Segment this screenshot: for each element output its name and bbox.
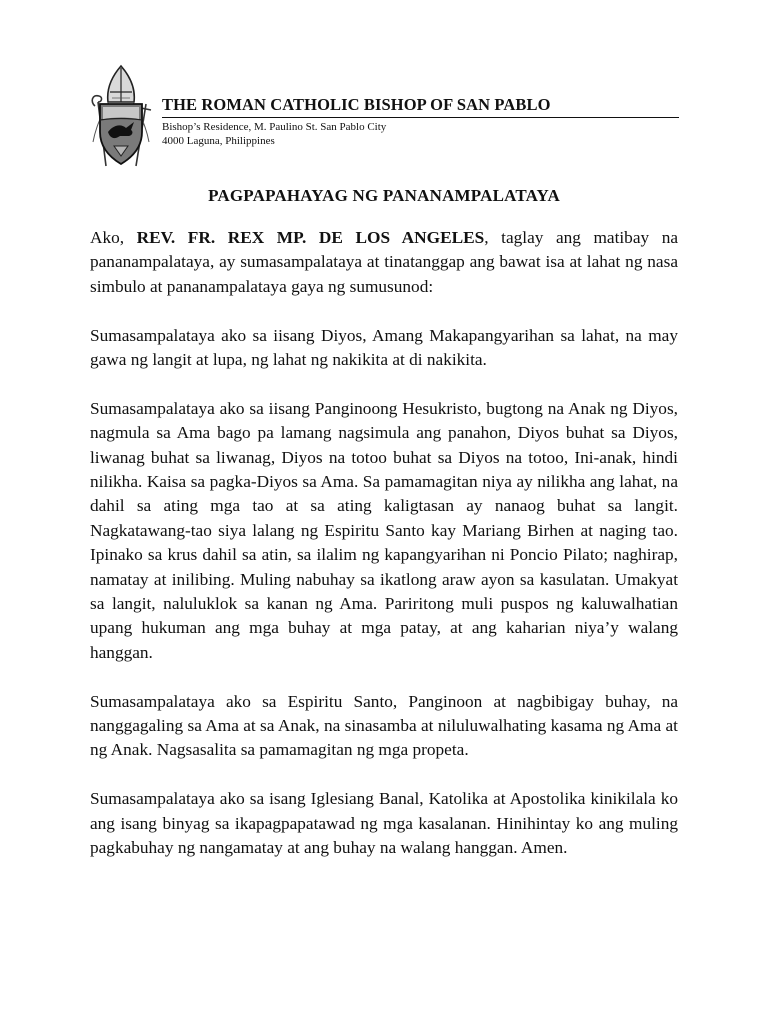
address-line-1: Bishop’s Residence, M. Paulino St. San Pablo City [162, 121, 387, 133]
paragraph-father: Sumasampalataya ako sa iisang Diyos, Amang Makapangyarihan sa lahat, na may gawa ng langit at lupa, ng lahat ng nakikita at di nakikita. [90, 325, 678, 370]
paragraph-church: Sumasampalataya ako sa isang Iglesiang Banal, Katolika at Apostolika kinikilala ko ang isang binyag sa ikapagpapatawad ng mga kasalanan. Hinihintay ko ang muling pagkabuhay ng nangamatay at ang buhay na walang hanggan. Amen. [90, 789, 678, 858]
letterhead [86, 62, 686, 172]
address-block [162, 120, 386, 148]
document-body [90, 226, 678, 861]
intro-suffix: , taglay ang matibay na pananampalataya, ay sumasampalataya at tinatanggap ang bawat isa at lahat ng nasa simbulo at pananampalataya gaya ng sumusunod: [90, 228, 679, 296]
declarant-name: REV. FR. REX MP. DE LOS ANGELES [136, 228, 485, 247]
document-title: PAGPAPAHAYAG NG PANANAMPALATAYA [208, 186, 560, 205]
paragraph-son: Sumasampalataya ako sa iisang Panginoong Hesukristo, bugtong na Anak ng Diyos, nagmula sa Ama bago pa lamang nagsimula ang panahon, Diyos buhat sa Diyos, liwanag buhat sa liwanag, Diyos na totoo buhat sa Diyos na totoo, Ini-anak, hindi nilikha. Kaisa sa pagka-Diyos sa Ama. Sa pamamagitan niya ay nilikha ang lahat, na dahil sa ating mga tao at sa ating kaligtasan ay nanaog buhat sa langit. Nagkatawang-tao siya lalang ng Espiritu Santo kay Mariang Birhen at naging tao. Ipinako sa krus dahil sa atin, sa ilalim ng kapangyarihan ni Poncio Pilato; naghirap, namatay at inilibing. Muling nabuhay sa ikatlong araw ayon sa kasulatan. Umakyat sa langit, naluluklok sa kanan ng Ama. Pariritong muli puspos ng kaluwalhatian upang hukuman ang mga buhay at mga patay, at ang kaharian niya’y walang hanggan. [90, 398, 678, 662]
address-line-2: 4000 Laguna, Philippines [162, 135, 275, 147]
paragraph-holy-spirit: Sumasampalataya ako sa Espiritu Santo, Panginoon at nagbibigay buhay, na nanggagaling sa Ama at sa Anak, na sinasamba at niluluwalhating kasama ng Ama at ng Anak. Nagsasalita sa pamamagitan ng mga propeta. [90, 691, 678, 760]
letterhead-divider [162, 117, 679, 118]
intro-paragraph [90, 226, 678, 299]
intro-prefix: Ako, [90, 228, 137, 247]
episcopal-coat-of-arms-icon [86, 62, 156, 172]
organization-name: THE ROMAN CATHOLIC BISHOP OF SAN PABLO [162, 95, 551, 114]
